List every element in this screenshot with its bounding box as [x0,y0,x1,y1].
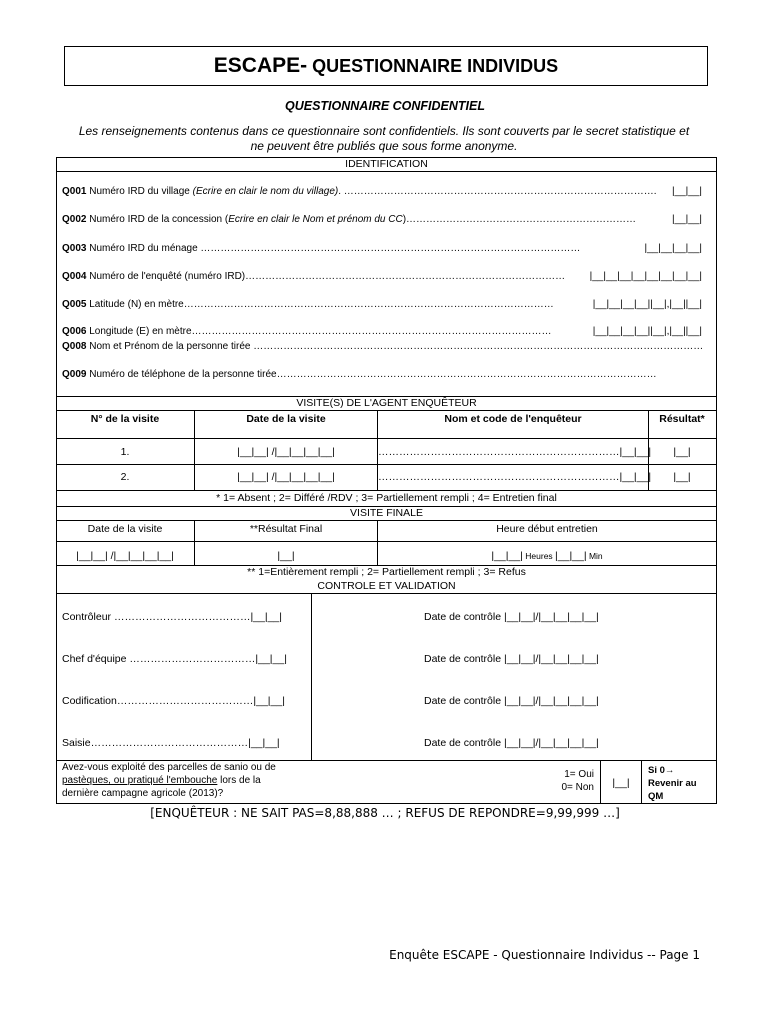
visit-number: 2. [120,471,130,483]
control-label: Saisie……………………………………… [62,737,249,749]
visits-header: VISITE(S) DE L'AGENT ENQUÊTEUR [296,397,477,409]
question-code: Q005 [62,299,87,310]
control-date [424,653,599,665]
control-code-field[interactable]: |__|__| [255,653,287,665]
answer-line[interactable]: . …………………………………………………………………………………. [338,186,657,197]
sanio-line3: dernière campagne agricole (2013)? [62,788,224,799]
answer-boxes[interactable]: |__|__|__|__||__|,|__||__| [592,326,702,337]
sanio-line2-underlined: pastèques, ou pratiqué l'embouche [62,775,218,786]
col-final-result: **Résultat Final [249,523,323,535]
control-row [62,611,282,623]
identification-header: IDENTIFICATION [345,158,428,170]
title-part1: ESCAPE- [213,54,308,77]
col-result: Résultat* [659,413,705,425]
visit-date-field[interactable]: |__|__| /|__|__|__|__| [237,471,335,483]
interviewer-field[interactable]: ……………………………………………………………|__|__| [378,471,652,483]
visit-date-field[interactable]: |__|__| /|__|__|__|__| [237,446,335,458]
control-code-field[interactable]: |__|__| [248,737,280,749]
skip-line1: Si 0→ [648,765,675,776]
question-code: Q002 [62,214,87,225]
question-text: Numéro IRD du village [86,186,193,197]
answer-line[interactable]: ………………………………………………………………………………………………… [183,299,554,310]
control-date-label: Date de contrôle [424,695,504,707]
divider [56,410,717,411]
question-row [62,186,702,197]
question-text: Longitude (E) en mètre [86,326,192,337]
title-part2: QUESTIONNAIRE INDIVIDUS [307,56,559,76]
subtitle: QUESTIONNAIRE CONFIDENTIEL [284,99,485,113]
skip-line2: Revenir au [648,778,697,789]
answer-boxes[interactable]: |__|__| [671,186,702,197]
control-date-field[interactable]: |__|__|/|__|__|__|__| [503,653,599,665]
final-date-field[interactable]: |__|__| /|__|__|__|__| [76,550,174,562]
divider [56,464,717,465]
divider [56,520,717,521]
question-row [62,369,702,380]
answer-line[interactable]: …………………………………………………………………………………………………… [276,369,657,380]
col-interviewer: Nom et code de l'enquêteur [444,413,582,425]
control-date-label: Date de contrôle [424,611,504,623]
control-row [62,653,287,665]
sanio-options [540,768,594,794]
question-row [62,243,702,254]
answer-boxes[interactable]: |__|__|__|__| [644,243,702,254]
divider [311,593,312,760]
missing-code-note: [ENQUÊTEUR : NE SAIT PAS=8,88,888 … ; REFUS DE REPONDRE=9,99,999 …] [150,806,620,820]
control-label: Chef d'équipe ……………………………… [62,653,256,665]
option-no: 0= Non [561,782,594,793]
question-code: Q009 [62,369,87,380]
sanio-question [62,761,276,800]
min-boxes: |__|__| [555,550,587,562]
control-date-label: Date de contrôle [424,653,504,665]
col-visit-date: Date de la visite [246,413,326,425]
question-code: Q008 [62,341,87,352]
answer-line[interactable]: …………………………………………………………………………………………………… [200,243,581,254]
skip-instruction [648,764,697,803]
page-footer: Enquête ESCAPE - Questionnaire Individus -- Page 1 [389,948,700,962]
col-start-hour: Heure début entretien [496,523,598,535]
intro-text: Les renseignements contenus dans ce questionnaire sont confidentiels. Ils sont couverts par le secret statistique et ne peuvent être publiés que sous forme anonyme. [78,124,690,153]
visit-number: 1. [120,446,130,458]
final-visit-header: VISITE FINALE [350,507,423,519]
answer-line[interactable]: )…………………………………………………………… [402,214,637,225]
sanio-line1: Avez-vous exploité des parcelles de sanio ou de [62,762,276,773]
visit-result-legend: * 1= Absent ; 2= Différé /RDV ; 3= Partiellement rempli ; 4= Entretien final [216,492,557,504]
answer-line[interactable]: ……………………………………………………………………………………………… [191,326,552,337]
col-final-date: Date de la visite [87,523,163,535]
question-text: Numéro IRD de la concession ( [86,214,229,225]
question-text: Nom et Prénom de la personne tirée [86,341,254,352]
control-code-field[interactable]: |__|__| [250,611,282,623]
divider [56,438,717,439]
answer-boxes[interactable]: |__|__|__|__||__|,|__||__| [592,299,702,310]
divider [56,593,717,594]
skip-line3: QM [648,791,664,802]
answer-line[interactable]: ……………………………………………………………………………………………………………………… [253,341,704,352]
control-label: Codification………………………………… [62,695,254,707]
sanio-line2-rest: lors de la [217,775,261,786]
control-header: CONTROLE ET VALIDATION [317,580,456,592]
hour-label: Heures [522,551,556,561]
question-row [62,341,702,352]
question-code: Q001 [62,186,87,197]
question-text: Numéro de téléphone de la personne tirée [86,369,277,380]
question-code: Q003 [62,243,87,254]
question-text: Numéro IRD du ménage [86,243,201,254]
final-result-field[interactable]: |__| [277,550,295,562]
divider [641,760,642,804]
visit-result-field[interactable]: |__| [673,471,691,483]
control-row [62,695,285,707]
answer-boxes[interactable]: |__|__| [671,214,702,225]
question-hint: (Ecrire en clair le nom du village) [192,186,339,197]
question-row [62,214,702,225]
question-text: Numéro de l'enquêté (numéro IRD) [86,271,246,282]
sanio-answer-field[interactable]: |__| [612,777,630,789]
start-hour-field[interactable] [378,550,716,562]
col-visit-number: N° de la visite [90,413,160,425]
question-code: Q004 [62,271,87,282]
min-label: Min [586,551,603,561]
question-text: Latitude (N) en mètre [86,299,184,310]
final-result-legend: ** 1=Entièrement rempli ; 2= Partiellement rempli ; 3= Refus [247,566,526,578]
divider [56,541,717,542]
control-date-field[interactable]: |__|__|/|__|__|__|__| [503,611,599,623]
sanio-line2 [62,774,276,787]
interviewer-field[interactable]: ……………………………………………………………|__|__| [378,446,652,458]
control-row [62,737,280,749]
divider [56,171,717,172]
control-date-field[interactable]: |__|__|/|__|__|__|__| [503,695,599,707]
divider [56,490,717,491]
control-date [424,695,599,707]
hour-boxes: |__|__| [491,550,523,562]
control-code-field[interactable]: |__|__| [253,695,285,707]
document-title [64,46,708,86]
answer-boxes[interactable]: |__|__|__|__|__|__|__|__| [589,271,702,282]
control-label: Contrôleur ………………………………… [62,611,251,623]
answer-line[interactable]: …………………………………………………………………………………… [245,271,566,282]
control-date-label: Date de contrôle [424,737,504,749]
control-date-field[interactable]: |__|__|/|__|__|__|__| [503,737,599,749]
question-hint: Ecrire en clair le Nom et prénom du CC [228,214,403,225]
control-date [424,737,599,749]
control-date [424,611,599,623]
option-yes: 1= Oui [564,769,594,780]
visit-result-field[interactable]: |__| [673,446,691,458]
question-code: Q006 [62,326,87,337]
